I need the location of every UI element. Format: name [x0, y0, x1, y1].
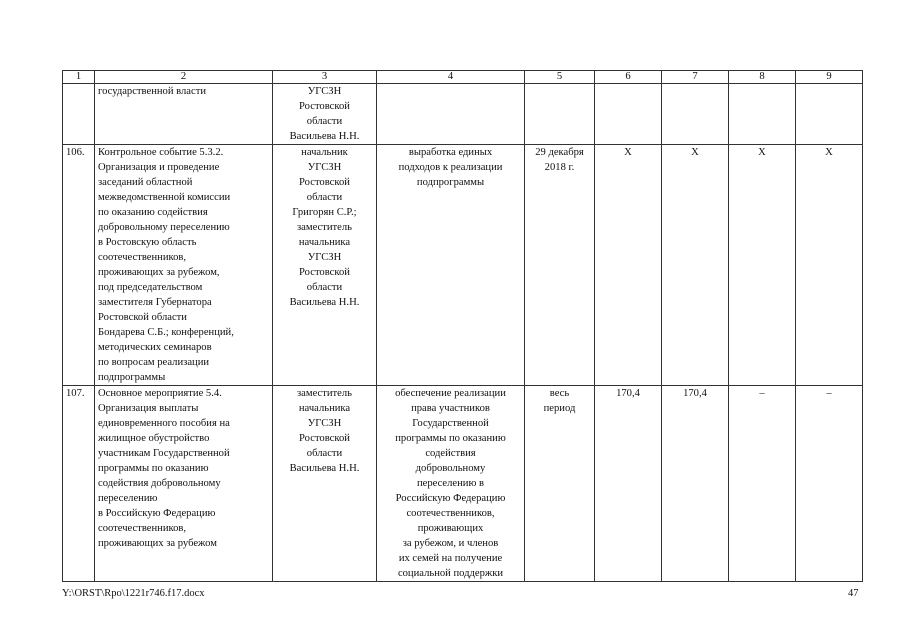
row-number: [63, 84, 95, 145]
file-path: Y:\ORST\Rpo\1221r746.f17.docx: [62, 588, 205, 599]
value-cell: Х: [796, 145, 863, 386]
row-number: 107.: [63, 386, 95, 582]
value-cell: Х: [729, 145, 796, 386]
responsible-cell: начальник УГСЗН Ростовской области Григорян С.Р.; заместитель начальника УГСЗН Ростовской области Васильева Н.Н.: [273, 145, 377, 386]
row-number: 106.: [63, 145, 95, 386]
column-number: 3: [273, 71, 377, 84]
value-cell: Х: [662, 145, 729, 386]
column-number: 2: [95, 71, 273, 84]
column-number-row: [63, 71, 863, 84]
column-number: 6: [595, 71, 662, 84]
value-cell: [729, 84, 796, 145]
value-cell: 170,4: [662, 386, 729, 582]
column-number: 5: [525, 71, 595, 84]
result-cell: [377, 84, 525, 145]
event-cell: Основное мероприятие 5.4. Организация выплаты единовременного пособия на жилищное обустройство участникам Государственной программы по оказанию содействия добровольному переселению в Российскую Федерацию соотечественников, проживающих за рубежом: [95, 386, 273, 582]
table-row: [63, 386, 863, 582]
event-cell: Контрольное событие 5.3.2. Организация и проведение заседаний областной межведомственной комиссии по оказанию содействия добровольному переселению в Ростовскую область соотечественников, проживающих за рубежом, под председательством заместителя Губернатора Ростовской области Бондарева С.Б.; конференций, методических семинаров по вопросам реализации подпрограммы: [95, 145, 273, 386]
responsible-cell: заместитель начальника УГСЗН Ростовской области Васильева Н.Н.: [273, 386, 377, 582]
value-cell: [662, 84, 729, 145]
value-cell: Х: [595, 145, 662, 386]
deadline-cell: весь период: [525, 386, 595, 582]
result-cell: выработка единых подходов к реализации подпрограммы: [377, 145, 525, 386]
result-cell: обеспечение реализации права участников Государственной программы по оказанию содействия добровольному переселению в Российскую Федерацию соотечественников, проживающих за рубежом, и членов их семей на получение социальной поддержки: [377, 386, 525, 582]
column-number: 9: [796, 71, 863, 84]
page-number: 47: [848, 588, 859, 599]
event-cell: государственной власти: [95, 84, 273, 145]
deadline-cell: 29 декабря 2018 г.: [525, 145, 595, 386]
value-cell: [796, 84, 863, 145]
responsible-cell: УГСЗН Ростовской области Васильева Н.Н.: [273, 84, 377, 145]
table-row: [63, 145, 863, 386]
program-table: [62, 70, 863, 582]
value-cell: 170,4: [595, 386, 662, 582]
value-cell: –: [729, 386, 796, 582]
column-number: 7: [662, 71, 729, 84]
value-cell: [595, 84, 662, 145]
column-number: 8: [729, 71, 796, 84]
column-number: 4: [377, 71, 525, 84]
table-row: [63, 84, 863, 145]
deadline-cell: [525, 84, 595, 145]
value-cell: –: [796, 386, 863, 582]
column-number: 1: [63, 71, 95, 84]
